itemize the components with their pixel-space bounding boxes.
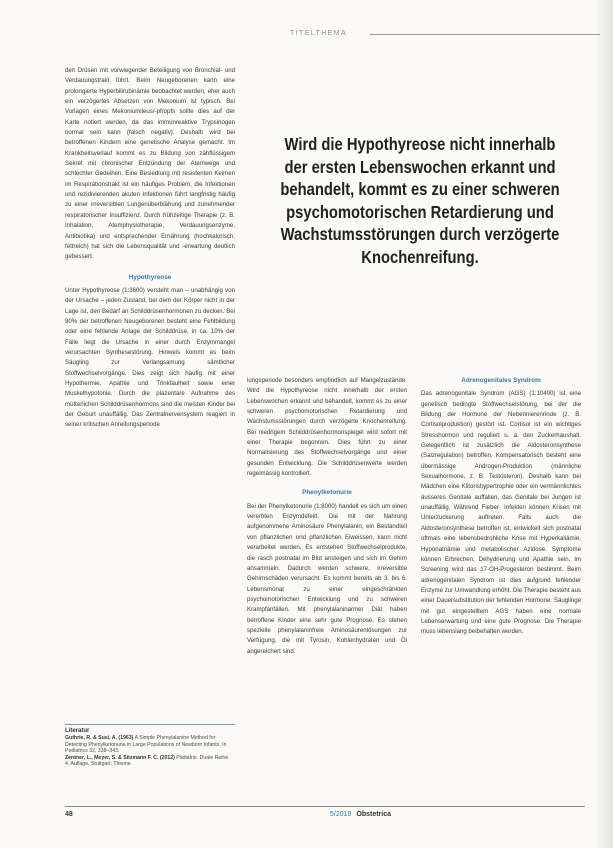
paragraph-cf-continued: den Drüsen mit vorwiegender Beteiligung von Bronchial- und Verdauungstrakt führt. Beim Neugeborenen kann eine prolongierte Hyperbilirubinämie beobachtet werden, eher auch ein verzögertes Absetzen von Mekonium ist typisch. Bei Vorlagen eines Mekoniumileus/-pfropfs sollte dies auf der Karte notiert werden, da das immunreaktive Trypsinogen normal sein kann (falsch negativ). Deshalb wird bei betroffenen Kindern eine genetische Analyse gemacht. Im Krankheitsverlauf kommt es zu Bildung von zähflüssigem Sekret mit chronischer Entzündung der Atemwege und schlechter Gedeihen. Eine Besiedlung mit resistenten Keimen im Respirationstrakt ist ein häufiges Problem, die Infektionen und rezidivierenden akuten Infektionen führt langfristig häufig zu einer irreversiblen Lungenüberblähung und zunehmender respiratorischer Insuffizienz. Durch frühzeitige Therapie (z. B. Inhalation, Atemphysiotherapie, Verdauungsenzyme, Antibiotika) und entsprechender Ernährung (hochkalorisch, fettreich) hat sich die Lebensqualität und -erwartung deutlich gebessert. (65, 67, 235, 261)
paragraph-hypothyreose-continued: lungsperiode besonders empfindlich auf Mangelzustände. Wird die Hypothyreose nicht innerhalb der ersten Lebenswochen erkannt und behandelt, kommt es zu einer schweren psychomotorischen Retardierung und Wachstumsstörungen durch verzögerte Knochenreifung. Bei niedrigem Schilddrüsenhormonspiegel wird sofort mit einer Therapie begonnen. Dies führt zu einer Normalisierung des Stoffwechselvorgänge und einer gesunden Entwicklung. Die Schilddrüsenwerte werden regelmässig kontrolliert. (247, 377, 407, 478)
text-column-left (65, 66, 235, 431)
section-label: TITELTHEMA (290, 30, 348, 37)
reference-item (65, 735, 235, 754)
paragraph-hypothyreose: Unter Hypothyreose (1:3600) versteht man – unabhängig von der Ursache – jeden Zustand, bei dem der Körper nicht in der Lage ist, den Bedarf an Schilddrüsenhormonen zu decken. Bei 90% der betroffenen Neugeborenen besteht eine Fehlbildung oder eine fehlende Anlage der Schilddrüse, in ca. 10% der Fälle liegt die Ursache in einer durch Enzymmangel verursachten Synthesestörung. Hinweis kommt es beim Säugling zur Verlangsamung sämtlicher Stoffwechselvorgänge. Dies zeigt sich häufig mit einer Hypothermie, Apathie und Trinkfaulheit sowie einer Muskelhypotonie. Durch die plazentare Aufnahme des mütterlichen Schilddrüsenhormons sind die meisten Kinder bei der Geburt unauffällig. Das Zentralnervensystem reagiert in seiner kritischen Anreifungsperiode (65, 286, 235, 429)
literature-box (65, 724, 235, 767)
header-rule (370, 34, 600, 35)
magazine-name: Obstetrica (356, 811, 391, 818)
reference-authors: Guthrie, R. & Susi, A. (1963) (65, 735, 134, 742)
footer-rule (65, 806, 585, 807)
paragraph-phenylketonurie: Bei der Phenylketonurie (1:8000) handelt es sich um einen vererbten Enzymdefekt. Die mit der Nahrung aufgenommene Aminosäure Phenylalanin, ein Bestandteil von pflanzlichen und pflanzlichen Eiweissen, kann nicht verarbeitet werden. Es entstehen Stoffwechselprodukte, die rasch postnatal im Blut ansteigen und sich im Gehirn ansammeln. Dadurch werden schwere, irreversible Gehirnschäden verursacht. Es kommt bereits ab 3. bis 6. Lebensmonat zu einer eingeschränkten psychomotorischen Entwicklung und zu schweren Krampfanfällen. Mit phenylalaninarmer Diät haben betroffene Kinder eine sehr gute Prognose. Es stehen spezielle phenylalaninfreie Aminosäurenlösungen zur Verfügung, die mit Tyrosin, Kohlenhydraten und Öl angereichert sind. (247, 502, 407, 655)
heading-phenylketonurie: Phenylketonurie (302, 489, 352, 497)
pull-quote: Wird die Hypothyreose nicht innerhalb der ersten Lebenswochen erkannt und behandelt, kommt es zu einer schweren psychomotorischen Retardierung und Wachstumsstörungen durch verzögerte Knochenreifung. (280, 134, 560, 267)
reference-authors: Zentner, L., Meyer, S. & Sitzmann F. C. (2012) (65, 754, 175, 761)
text-column-right (421, 376, 581, 638)
reference-item (65, 755, 235, 768)
text-column-middle (247, 376, 407, 657)
scan-shadow (595, 0, 613, 848)
reference-details: A Simple Phenylalanine Method for Detecting Phenylketonuria in Large Populations of Newborn Infants. In Pediatrics 32, 338–343. (65, 735, 227, 755)
paragraph-ags: Das adrenogenitale Syndrom (AGS) (1:10400) ist eine genetisch bedingte Stoffwechselstörung, bei der die Bildung der Hormone der Nebennierenrinde (z. B. Cortisolproduktion) gestört ist. Cortisol ist ein wichtiges Stresshormon und reguliert u. a. den Zuckerhaushalt. Gelegentlich ist zusätzlich die Aldosteronsynthese (Salzregulation) betroffen. Kompensatorisch besteht eine übermässige Androgen-Produktion (männliche Sexualhormone, z. B. Testosteron). Deshalb kann bei Mädchen eine Klitorishypertrophie oder ein vermännlichtes äusseres Genitale auffallen, das Genitale bei Jungen ist unauffällig. Während Fieber- Infekten können Krisen mit Unterzuckerung auftreten. Falls auch die Aldosteronsynthese betroffen ist, entwickelt sich postnatal oftmals eine lebensbedrohliche Krise mit Hyperkaliämie, Hyponatriämie und metabolischer Azidose. Symptome können Erbrechen, Dehydrierung und Apathie sein. Im Screening wird das 17-OH-Progesteron bestimmt. Beim adrenogenitalen Syndrom ist dies aufgrund fehlender Enzyme zur Umwandlung erhöht. Die Therapie besteht aus einer Dauersubstitution der fehlenden Hormone. Säuglinge mit gut eingestelltem AGS haben eine normale Lebenserwartung und eine gute Prognose. Die Therapie muss lebenslang beibehalten werden. (421, 390, 581, 636)
issue-number: 5/2019 (330, 811, 352, 818)
heading-hypothyreose: Hypothyreose (128, 273, 172, 281)
literature-rule (65, 724, 235, 725)
heading-ags: Adrenogenitales Syndrom (461, 377, 541, 384)
literature-title: Literatur (65, 728, 90, 734)
reference-details: Pädiatrie. Duale Reihe. 4. Auflage. Stuttgart: Thieme. (65, 754, 230, 768)
page-number: 48 (65, 811, 73, 818)
footer-magazine (330, 811, 391, 818)
section-header (290, 30, 590, 42)
